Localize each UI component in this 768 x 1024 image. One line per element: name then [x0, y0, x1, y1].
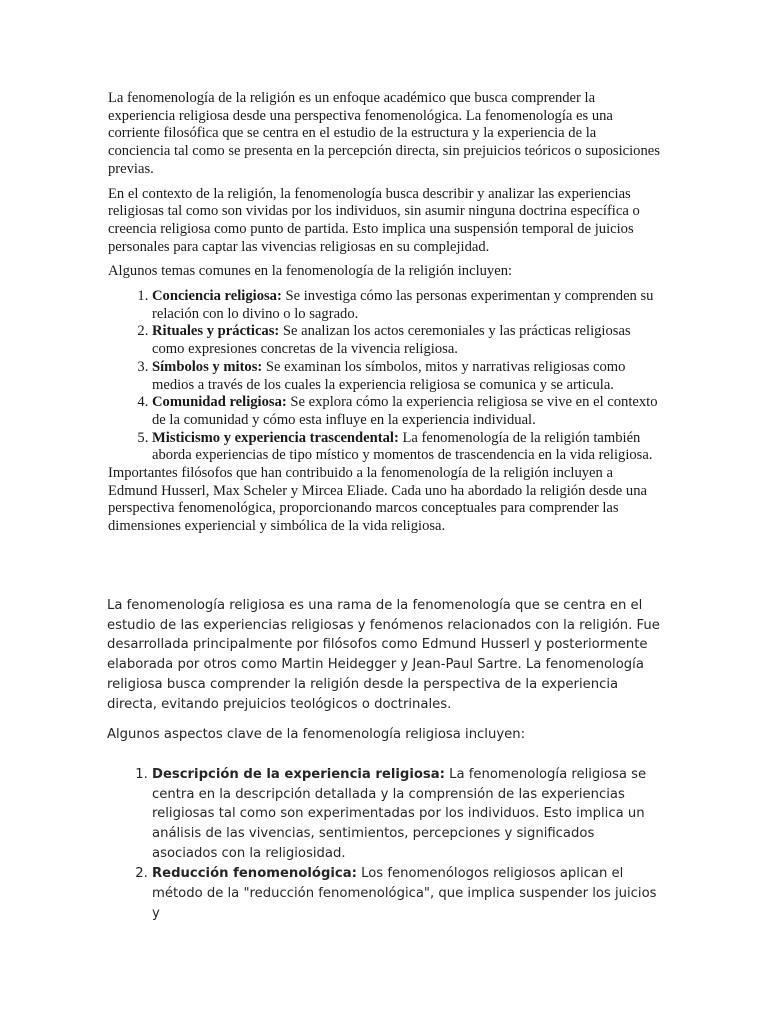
list-item	[152, 359, 660, 394]
list-item	[152, 864, 662, 923]
aspects-list	[107, 765, 662, 924]
list-text: La fenomenología de la religión también aborda experiencias de tipo místico y momentos de trascendencia en la vida religiosa.	[152, 429, 653, 464]
list-text: Se analizan los actos ceremoniales y las prácticas religiosas como expresiones concretas de la vivencia religiosa.	[152, 323, 631, 358]
closing-paragraph: Importantes filósofos que han contribuido a la fenomenología de la religión incluyen a Edmund Husserl, Max Scheler y Mircea Eliade. Cada uno ha abordado la religión desde una perspectiva fenomenológica, proporcionando marcos conceptuales para comprender las dimensiones experiencial y simbólica de la vida religiosa.	[108, 465, 647, 535]
list-text: Los fenomenólogos religiosos aplican el método de la "reducción fenomenológica", que implica suspender los juicios y	[152, 866, 657, 921]
themes-list	[108, 288, 660, 465]
list-term: Comunidad religiosa:	[152, 394, 287, 411]
intro-paragraph: La fenomenología de la religión es un enfoque académico que busca comprender la experiencia religiosa desde una perspectiva fenomenológica. La fenomenología es una corriente filosófica que se centra en el estudio de la estructura y la experiencia de la conciencia tal como se presenta en la percepción directa, sin prejuicios teóricos o suposiciones previas.	[108, 90, 660, 177]
list-text: Se examinan los símbolos, mitos y narrativas religiosas como medios a través de los cuales la experiencia religiosa se comunica y se articula.	[152, 358, 626, 393]
list-item	[152, 394, 660, 429]
list-item	[152, 323, 660, 358]
aspects-intro: Algunos aspectos clave de la fenomenología religiosa incluyen:	[107, 727, 526, 743]
list-term: Conciencia religiosa:	[152, 288, 282, 305]
themes-intro: Algunos temas comunes en la fenomenología de la religión incluyen:	[108, 263, 513, 280]
list-term: Rituales y prácticas:	[152, 323, 280, 340]
list-term: Misticismo y experiencia trascendental:	[152, 429, 399, 446]
list-item	[152, 765, 662, 864]
definition-paragraph: La fenomenología religiosa es una rama de la fenomenología que se centra en el estudio de las experiencias religiosas y fenómenos relacionados con la religión. Fue desarrollada principalmente por filósofos como Edmund Husserl y posteriormente elaborada por otros como Martin Heidegger y Jean-Paul Sartre. La fenomenología religiosa busca comprender la religión desde la perspectiva de la experiencia directa, evitando prejuicios teológicos o doctrinales.	[107, 598, 660, 712]
list-term: Símbolos y mitos:	[152, 358, 263, 375]
list-text: Se investiga cómo las personas experimentan y comprenden su relación con lo divino o lo sagrado.	[152, 288, 654, 322]
section-serif	[108, 90, 660, 543]
list-item	[152, 288, 660, 323]
list-term: Reducción fenomenológica:	[152, 866, 357, 882]
list-term: Descripción de la experiencia religiosa:	[152, 766, 445, 782]
section-sans	[107, 596, 662, 925]
list-text: La fenomenología religiosa se centra en la descripción detallada y la comprensión de las experiencias religiosas tal como son experimentadas por los individuos. Esto implica un análisis de las vivencias, sentimientos, percepciones y significados asociados con la religiosidad.	[152, 766, 647, 861]
list-item	[152, 430, 660, 465]
context-paragraph: En el contexto de la religión, la fenomenología busca describir y analizar las experiencias religiosas tal como son vividas por los individuos, sin asumir ninguna doctrina específica o creencia religiosa como punto de partida. Esto implica una suspensión temporal de juicios personales para captar las vivencias religiosas en su complejidad.	[108, 185, 640, 255]
list-text: Se explora cómo la experiencia religiosa se vive en el contexto de la comunidad y cómo esta influye en la experiencia individual.	[152, 394, 658, 428]
